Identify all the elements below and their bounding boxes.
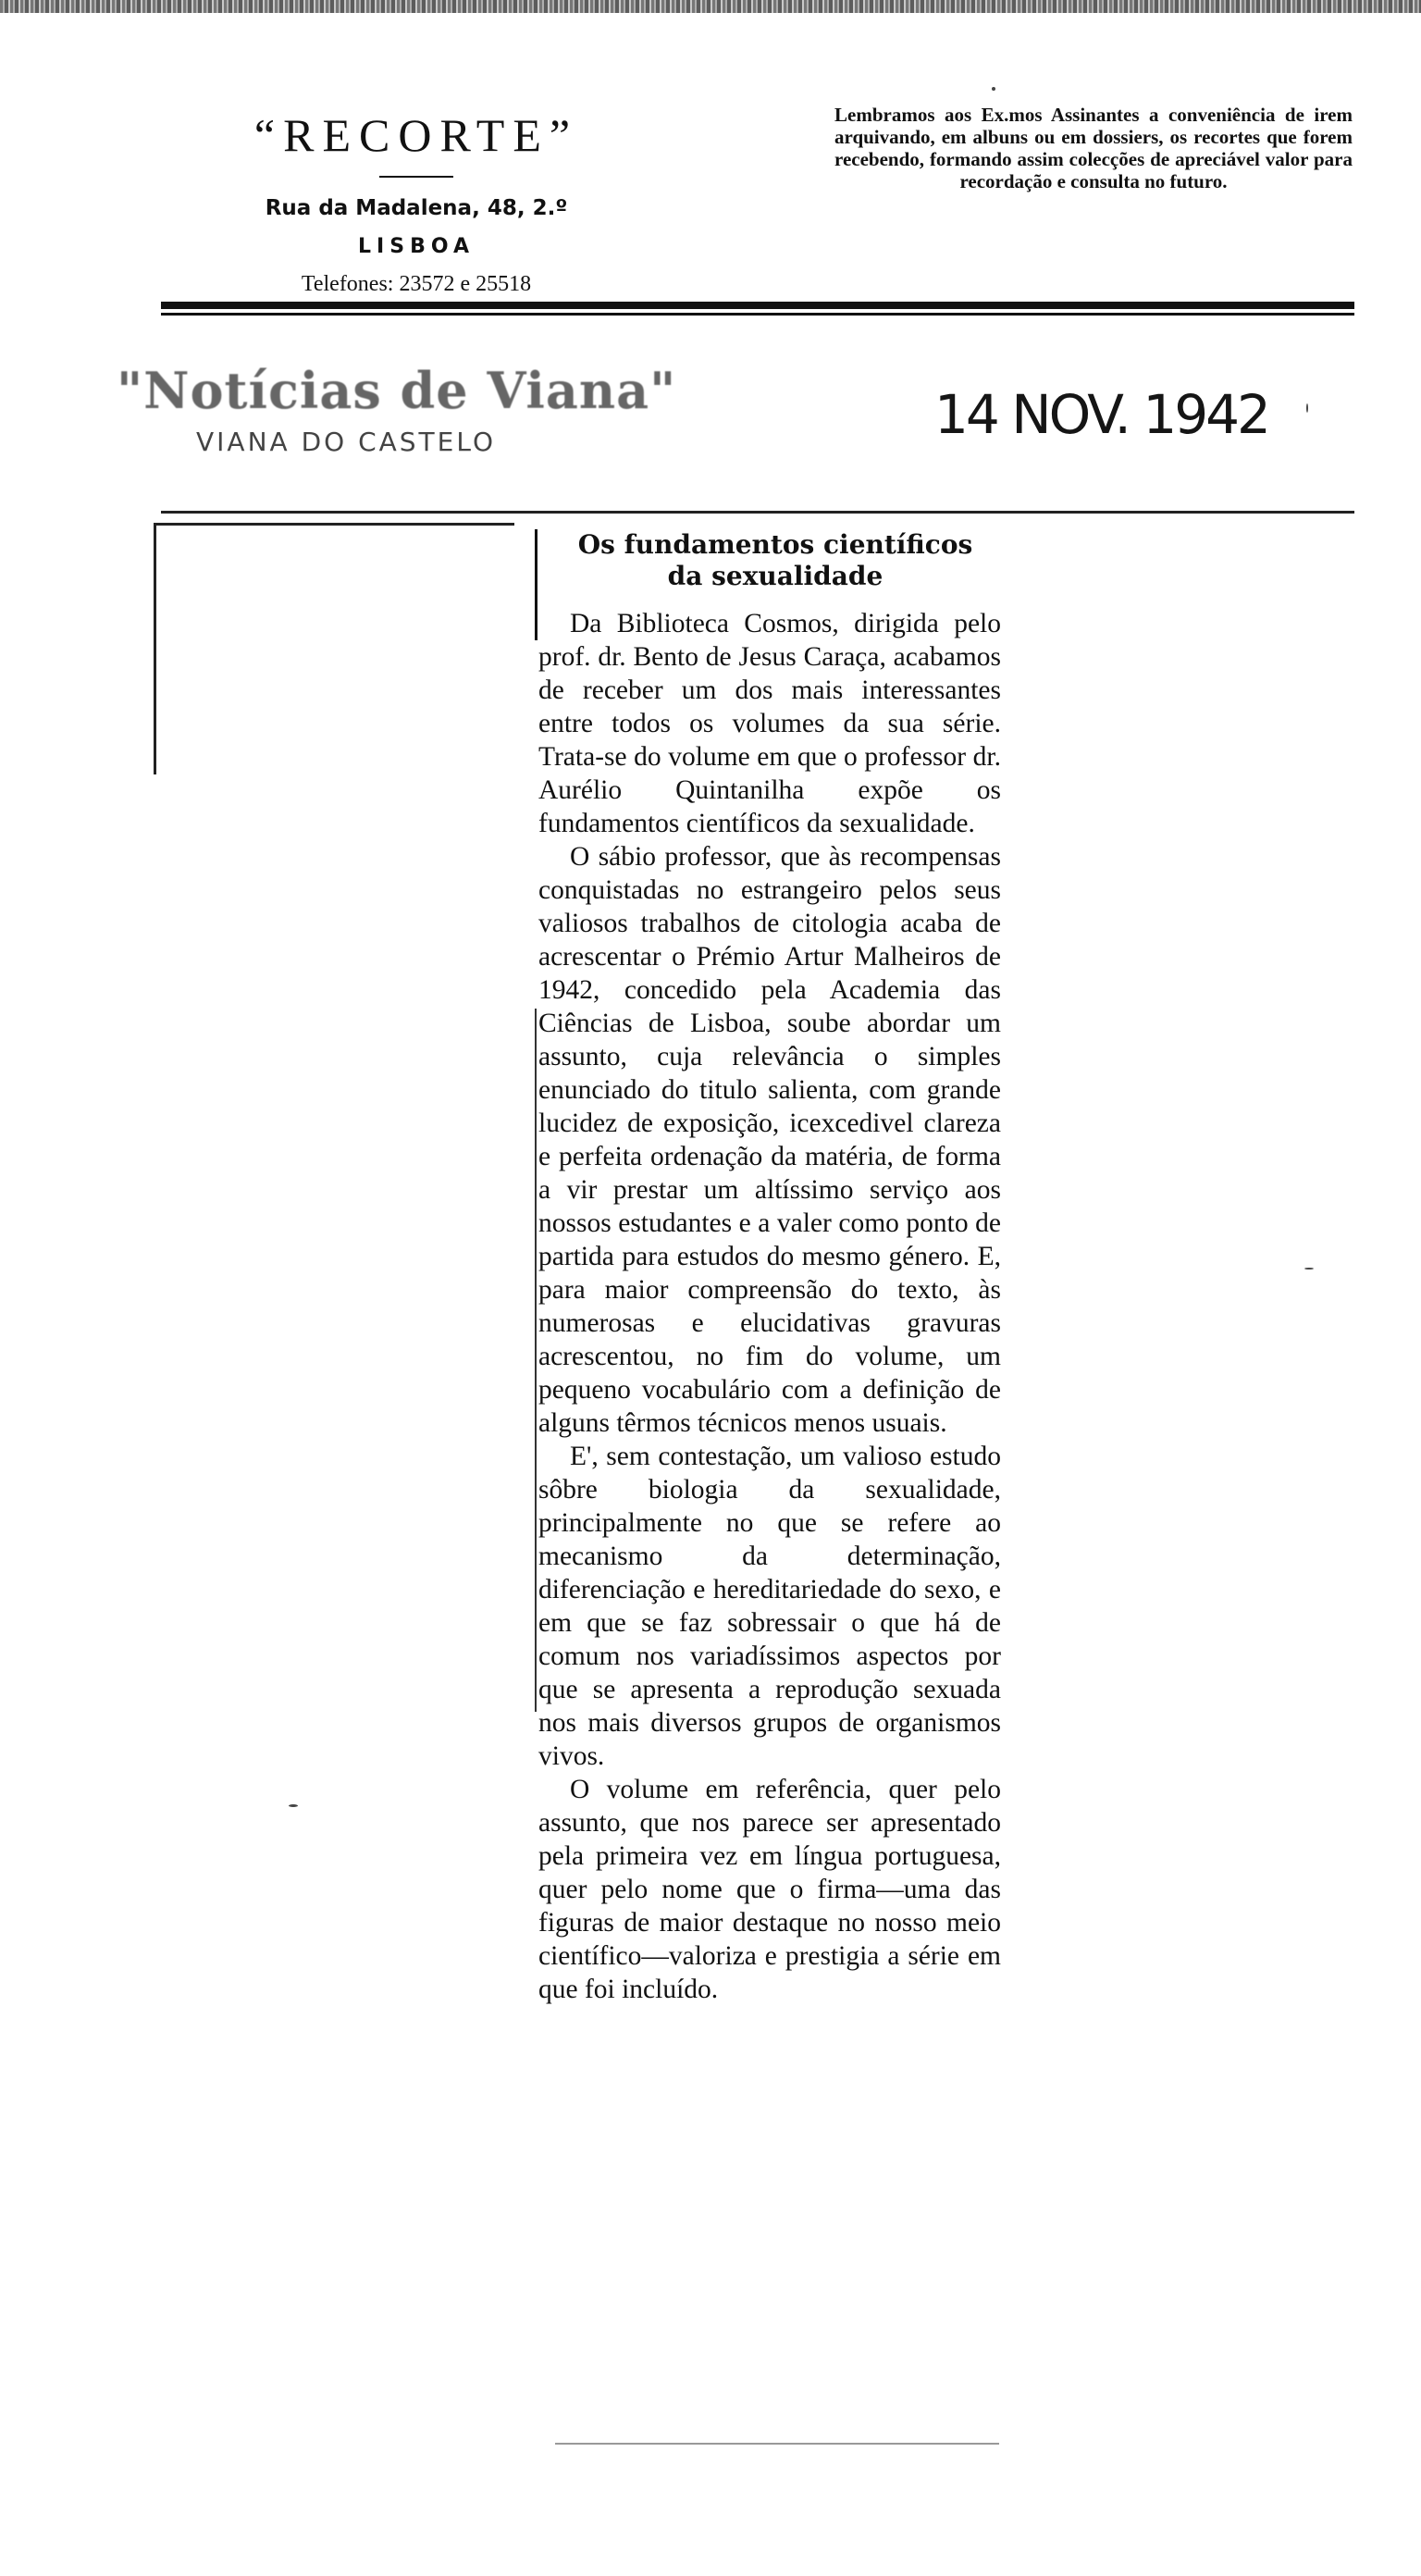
scan-speck	[992, 87, 995, 91]
article-end-rule	[555, 2443, 999, 2445]
date-stamp: 14 NOV. 1942	[934, 383, 1268, 446]
brand-title: “RECORTE”	[253, 109, 579, 161]
recorte-header	[139, 109, 694, 298]
brand-city: LISBOA	[358, 235, 475, 258]
brand-phones: Telefones: 23572 e 25518	[301, 272, 532, 296]
scan-speck	[289, 1804, 298, 1807]
article-paragraph-4: O volume em referência, quer pelo assunto, que nos parece ser apresentado pela primeira vez em língua portuguesa, quer pelo nome que o firma—uma das figuras de maior destaque no nosso meio científico—valoriza e prestigia a série em que foi incluído.	[538, 1775, 1001, 2004]
brand-divider	[379, 176, 453, 178]
left-column-frame-top	[154, 523, 514, 526]
brand-address: Rua da Madalena, 48, 2.º	[265, 196, 568, 220]
header-rule-thick	[161, 302, 1354, 309]
article-paragraph-1: Da Biblioteca Cosmos, dirigida pelo prof. dr. Bento de Jesus Caraça, acabamos de receber um dos mais interessantes entre todos os volumes da sua série. Trata-se do volume em que o professor dr. Aurélio Quintanilha expõe os fundamentos científicos da sexualidade.	[538, 609, 1001, 838]
header-rule-thin	[161, 313, 1354, 316]
scan-speck	[1306, 403, 1308, 413]
article-margin-line	[535, 529, 538, 640]
headline-line-1: Os fundamentos científicos	[577, 529, 973, 560]
article-paragraph-3: E', sem contestação, um valioso estudo sôbre biologia da sexualidade, principalmente no que se refere ao mecanismo da determinação, diferenciação e hereditariedade do sexo, e em que se faz sobressair o que há de comum nos variadíssimos aspectos por que se apresenta a reprodução sexuada nos mais diversos grupos de organismos vivos.	[538, 1442, 1001, 1771]
source-newspaper: "Notícias de Viana"	[117, 361, 677, 420]
article-margin-line-lower	[535, 1009, 537, 1712]
article-paragraph-2: O sábio professor, que às recompensas conquistadas no estrangeiro pelos seus valiosos trabalhos de citologia acaba de acrescentar o Prémio Artur Malheiros de 1942, concedido pela Academia das Ciências de Lisboa, soube abordar um assunto, cuja relevância o simples enunciado do titulo salienta, com grande lucidez de exposição, icexcedivel clareza e perfeita ordenação da matéria, de forma a vir prestar um altíssimo serviço aos nossos estudantes e a valer como ponto de partida para estudos do mesmo género. E, para maior compreensão do texto, às numerosas e elucidativas gravuras acrescentou, no fim do volume, um pequeno vocabulário com a definição de alguns têrmos técnicos menos usuais.	[538, 842, 1001, 1438]
scan-top-edge	[0, 0, 1421, 13]
subscriber-notice: Lembramos aos Ex.mos Assinantes a conveniência de irem arquivando, em albuns ou em dossiers, os recortes que forem recebendo, formando assim colecções de apreciável valor para recordação e consulta no futuro.	[834, 104, 1353, 192]
left-column-frame-side	[154, 523, 156, 774]
article-headline	[550, 529, 1001, 592]
article	[538, 529, 1001, 2006]
scan-speck	[1304, 1268, 1314, 1269]
source-rule	[161, 511, 1354, 514]
headline-line-2: da sexualidade	[667, 561, 883, 591]
source-location: VIANA DO CASTELO	[196, 427, 496, 457]
